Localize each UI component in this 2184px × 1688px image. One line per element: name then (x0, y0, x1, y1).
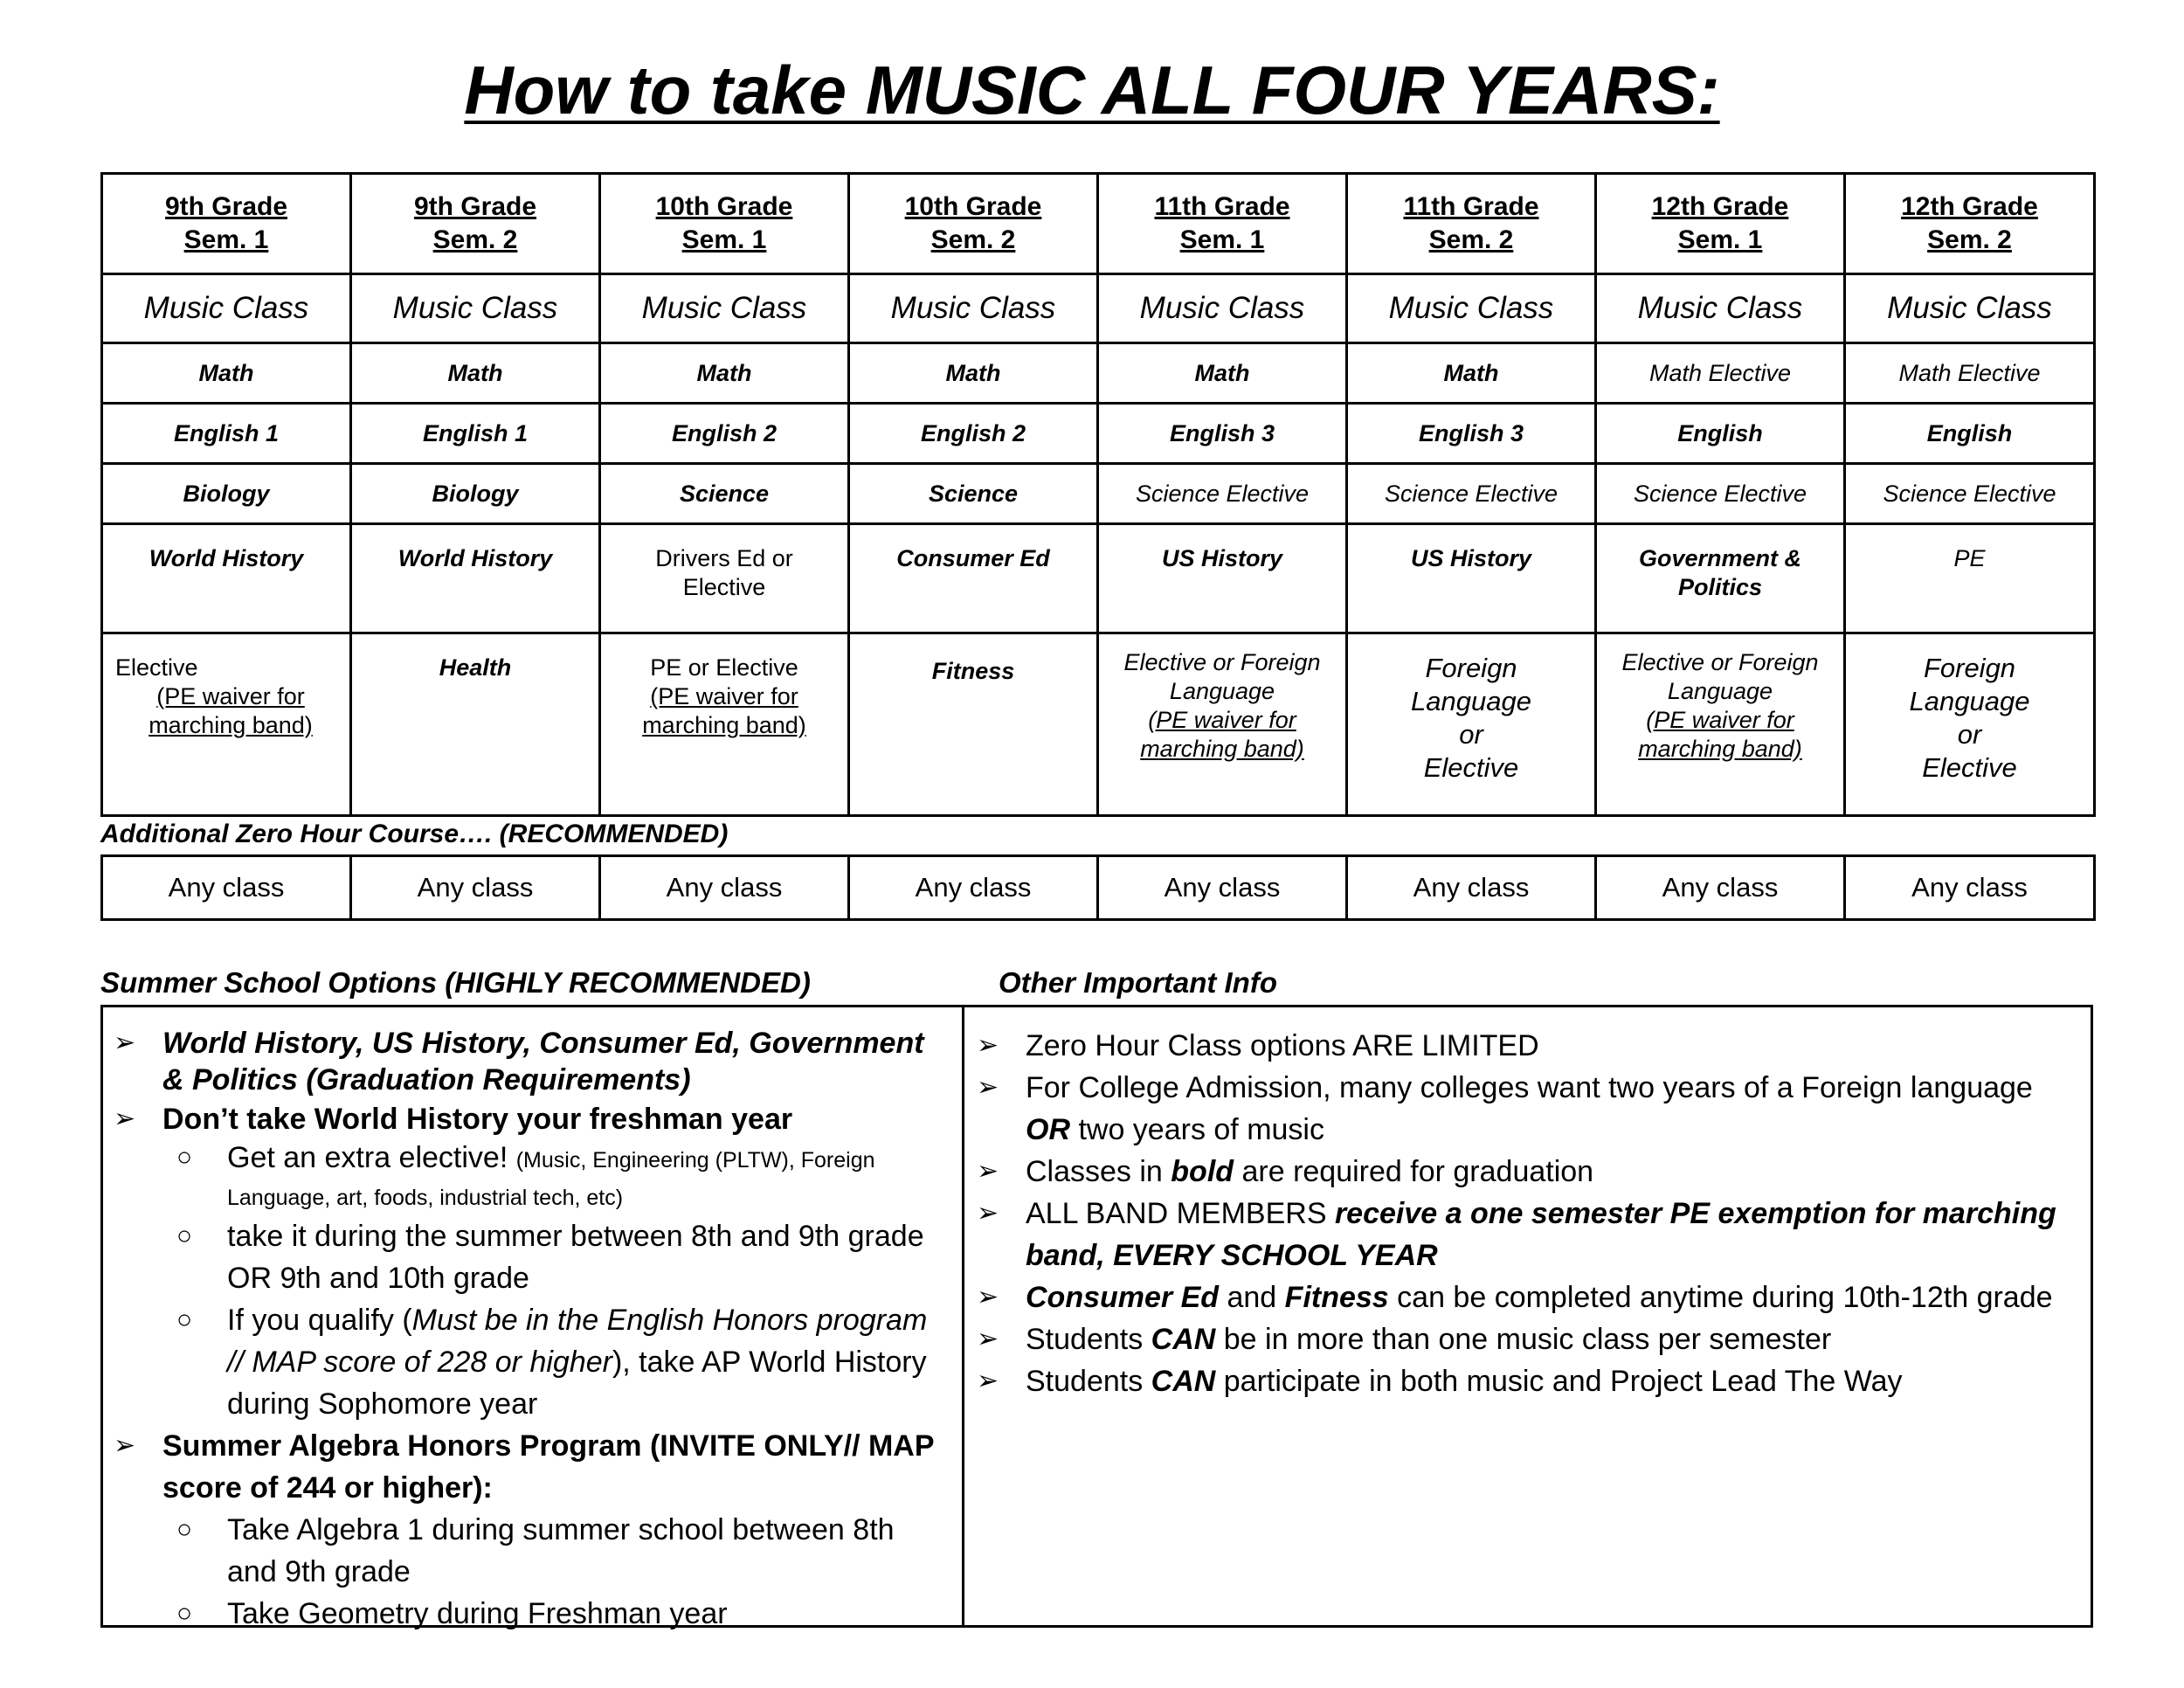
table-cell: World History (102, 524, 351, 633)
table-cell: Math (351, 343, 600, 404)
table-cell: Foreign Language or Elective (1845, 633, 2095, 816)
table-cell: Fitness (849, 633, 1098, 816)
table-cell: Math Elective (1845, 343, 2095, 404)
arrow-bullet-icon: ➢ (114, 1431, 136, 1460)
table-cell: Foreign Language or Elective (1347, 633, 1596, 816)
table-cell: Elective (PE waiver for marching band) (102, 633, 351, 816)
header-cell: 12th Grade Sem. 2 (1845, 174, 2095, 274)
table-cell: Any class (1098, 856, 1347, 920)
table-cell: English 2 (849, 404, 1098, 464)
table-cell: Math (600, 343, 849, 404)
table-cell: Science Elective (1098, 464, 1347, 524)
music-row (102, 274, 2095, 343)
arrow-bullet-icon: ➢ (114, 1104, 136, 1133)
table-cell: Drivers Ed or Elective (600, 524, 849, 633)
table-cell: Science (849, 464, 1098, 524)
arrow-bullet-icon: ➢ (977, 1157, 999, 1186)
zero-hour-table (100, 854, 2096, 921)
info-box (100, 1005, 2093, 1628)
list-item: ➢ Zero Hour Class options ARE LIMITED (977, 1025, 2077, 1067)
table-cell: English (1845, 404, 2095, 464)
table-cell: Any class (102, 856, 351, 920)
header-cell: 10th Grade Sem. 2 (849, 174, 1098, 274)
table-cell: Science (600, 464, 849, 524)
page-title: How to take MUSIC ALL FOUR YEARS: (464, 52, 1720, 128)
table-cell: Music Class (102, 274, 351, 343)
circle-bullet-icon: ○ (176, 1515, 193, 1544)
summer-school-heading: Summer School Options (HIGHLY RECOMMENDED) (100, 966, 811, 999)
summer-school-list (114, 1025, 950, 1635)
table-cell: Music Class (351, 274, 600, 343)
header-cell: 9th Grade Sem. 1 (102, 174, 351, 274)
science-row (102, 464, 2095, 524)
table-cell: PE (1845, 524, 2095, 633)
list-item: ➢ Students CAN be in more than one music class per semester (977, 1318, 2077, 1360)
table-cell: Music Class (1098, 274, 1347, 343)
list-item: ➢ For College Admission, many colleges want two years of a Foreign language OR two years of music (977, 1067, 2077, 1151)
table-cell: Math (1098, 343, 1347, 404)
list-item: ○ If you qualify (Must be in the English Honors program // MAP score of 228 or higher), take AP World History during Sophomore year (114, 1299, 950, 1425)
table-cell: Any class (1347, 856, 1596, 920)
header-cell: 11th Grade Sem. 2 (1347, 174, 1596, 274)
table-cell: Consumer Ed (849, 524, 1098, 633)
list-item: ➢ Don’t take World History your freshman year (114, 1098, 950, 1140)
four-year-schedule-table (100, 172, 2096, 817)
list-item: ➢ ALL BAND MEMBERS receive a one semester PE exemption for marching band, EVERY SCHOOL YEAR (977, 1193, 2077, 1276)
table-cell: Math (102, 343, 351, 404)
circle-bullet-icon: ○ (176, 1599, 193, 1628)
list-item: ○ Get an extra elective! (Music, Engineering (PLTW), Foreign Language, art, foods, industrial tech, etc) (176, 1141, 875, 1210)
table-cell: Math (1347, 343, 1596, 404)
arrow-bullet-icon: ➢ (977, 1031, 999, 1060)
list-item: ➢ Students CAN participate in both music and Project Lead The Way (977, 1360, 2077, 1402)
list-item: ➢ Summer Algebra Honors Program (INVITE ONLY// MAP score of 244 or higher): (114, 1425, 950, 1509)
table-cell: English (1596, 404, 1845, 464)
zero-hour-label: Additional Zero Hour Course…. (RECOMMENDED) (100, 820, 729, 848)
header-cell: 12th Grade Sem. 1 (1596, 174, 1845, 274)
table-cell: Math (849, 343, 1098, 404)
table-cell: English 2 (600, 404, 849, 464)
table-cell: Government & Politics (1596, 524, 1845, 633)
arrow-bullet-icon: ➢ (977, 1073, 999, 1102)
table-cell: Health (351, 633, 600, 816)
arrow-bullet-icon: ➢ (977, 1283, 999, 1311)
arrow-bullet-icon: ➢ (977, 1325, 999, 1353)
list-item: ➢ Consumer Ed and Fitness can be completed anytime during 10th-12th grade (977, 1276, 2077, 1318)
table-cell: Elective or Foreign Language (PE waiver for marching band) (1098, 633, 1347, 816)
circle-bullet-icon: ○ (176, 1305, 193, 1334)
table-cell: Music Class (1596, 274, 1845, 343)
table-cell: Any class (600, 856, 849, 920)
table-cell: Elective or Foreign Language (PE waiver for marching band) (1596, 633, 1845, 816)
header-cell: 9th Grade Sem. 2 (351, 174, 600, 274)
table-cell: World History (351, 524, 600, 633)
table-cell: Science Elective (1347, 464, 1596, 524)
list-item: ○ take it during the summer between 8th and 9th grade OR 9th and 10th grade (114, 1215, 950, 1299)
list-item: ➢ Classes in bold are required for graduation (977, 1151, 2077, 1193)
table-cell: Music Class (1347, 274, 1596, 343)
table-cell: English 1 (102, 404, 351, 464)
table-cell: Science Elective (1596, 464, 1845, 524)
arrow-bullet-icon: ➢ (977, 1366, 999, 1395)
english-row (102, 404, 2095, 464)
table-cell: English 3 (1347, 404, 1596, 464)
list-item: ○ Take Algebra 1 during summer school between 8th and 9th grade (114, 1509, 950, 1593)
list-item: ➢ World History, US History, Consumer Ed, Government & Politics (Graduation Requirements) (114, 1027, 924, 1097)
zero-hour-row (102, 856, 2095, 920)
table-cell: Biology (351, 464, 600, 524)
elective-row (102, 633, 2095, 816)
table-cell: Music Class (600, 274, 849, 343)
arrow-bullet-icon: ➢ (114, 1028, 136, 1057)
header-cell: 10th Grade Sem. 1 (600, 174, 849, 274)
other-info-list (977, 1025, 2077, 1402)
table-cell: Biology (102, 464, 351, 524)
table-cell: Any class (1596, 856, 1845, 920)
table-cell: US History (1098, 524, 1347, 633)
arrow-bullet-icon: ➢ (977, 1199, 999, 1228)
circle-bullet-icon: ○ (176, 1221, 193, 1250)
table-cell: Any class (1845, 856, 2095, 920)
table-cell: Music Class (849, 274, 1098, 343)
math-row (102, 343, 2095, 404)
table-cell: Any class (849, 856, 1098, 920)
table-cell: PE or Elective (PE waiver for marching band) (600, 633, 849, 816)
header-cell: 11th Grade Sem. 1 (1098, 174, 1347, 274)
table-cell: Music Class (1845, 274, 2095, 343)
table-cell: English 3 (1098, 404, 1347, 464)
table-cell: English 1 (351, 404, 600, 464)
table-cell: US History (1347, 524, 1596, 633)
table-cell: Math Elective (1596, 343, 1845, 404)
column-divider (962, 1007, 964, 1625)
table-cell: Science Elective (1845, 464, 2095, 524)
history-row (102, 524, 2095, 633)
header-row (102, 174, 2095, 274)
circle-bullet-icon: ○ (176, 1143, 193, 1172)
table-cell: Any class (351, 856, 600, 920)
other-info-heading: Other Important Info (999, 966, 1277, 999)
list-item: ○ Take Geometry during Freshman year (114, 1593, 950, 1635)
